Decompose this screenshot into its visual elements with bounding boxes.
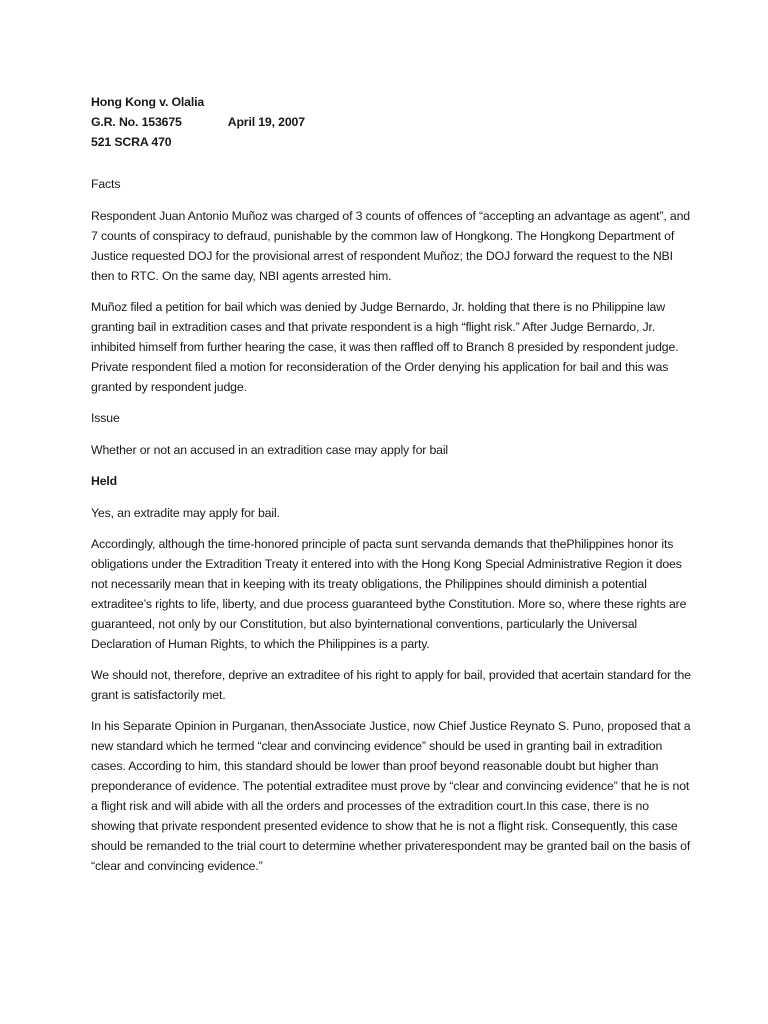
case-header xyxy=(91,92,691,152)
held-heading: Held xyxy=(91,474,118,488)
held-answer: Yes, an extradite may apply for bail. xyxy=(91,506,280,520)
issue-heading: Issue xyxy=(91,411,120,425)
document-page xyxy=(91,92,691,887)
case-date: April 19, 2007 xyxy=(227,115,305,129)
facts-paragraph-1: Respondent Juan Antonio Muñoz was charged of 3 counts of offences of “accepting an advantage as agent”, and 7 counts of conspiracy to defraud, punishable by the common law of Hongkong. The Hongkong Department of Justice requested DOJ for the provisional arrest of respondent Muñoz; the DOJ forward the request to the NBI then to RTC. On the same day, NBI agents arrested him. xyxy=(91,209,690,283)
facts-heading: Facts xyxy=(91,177,121,191)
case-gr-number: G.R. No. 153675 xyxy=(91,115,182,129)
issue-text: Whether or not an accused in an extradition case may apply for bail xyxy=(91,443,449,457)
held-paragraph-3: In his Separate Opinion in Purganan, thenAssociate Justice, now Chief Justice Reynato S. Puno, proposed that a new standard which he termed “clear and convincing evidence” should be used in granting bail in extradition cases. According to him, this standard should be lower than proof beyond reasonable doubt but higher than preponderance of evidence. The potential extraditee must prove by “clear and convincing evidence” that he is not a flight risk and will abide with all the orders and processes of the extradition court.In this case, there is no showing that private respondent presented evidence to show that he is not a flight risk. Consequently, this case should be remanded to the trial court to determine whether privaterespondent may be granted bail on the basis of “clear and convincing evidence.” xyxy=(91,719,691,873)
held-paragraph-1: Accordingly, although the time-honored principle of pacta sunt servanda demands that thePhilippines honor its obligations under the Extradition Treaty it entered into with the Hong Kong Special Administrative Region it does not necessarily mean that in keeping with its treaty obligations, the Philippines should diminish a potential extraditee’s rights to life, liberty, and due process guaranteed bythe Constitution. More so, where these rights are guaranteed, not only by our Constitution, but also byinternational conventions, particularly the Universal Declaration of Human Rights, to which the Philippines is a party. xyxy=(91,537,687,651)
held-paragraph-2: We should not, therefore, deprive an extraditee of his right to apply for bail, provided that acertain standard for the grant is satisfactorily met. xyxy=(91,668,691,702)
case-scra: 521 SCRA 470 xyxy=(91,135,172,149)
facts-paragraph-2: Muñoz filed a petition for bail which was denied by Judge Bernardo, Jr. holding that there is no Philippine law granting bail in extradition cases and that private respondent is a high “flight risk.” After Judge Bernardo, Jr. inhibited himself from further hearing the case, it was then raffled off to Branch 8 presided by respondent judge. Private respondent filed a motion for reconsideration of the Order denying his application for bail and this was granted by respondent judge. xyxy=(91,300,679,394)
case-number-line xyxy=(91,112,691,132)
case-title: Hong Kong v. Olalia xyxy=(91,95,205,109)
